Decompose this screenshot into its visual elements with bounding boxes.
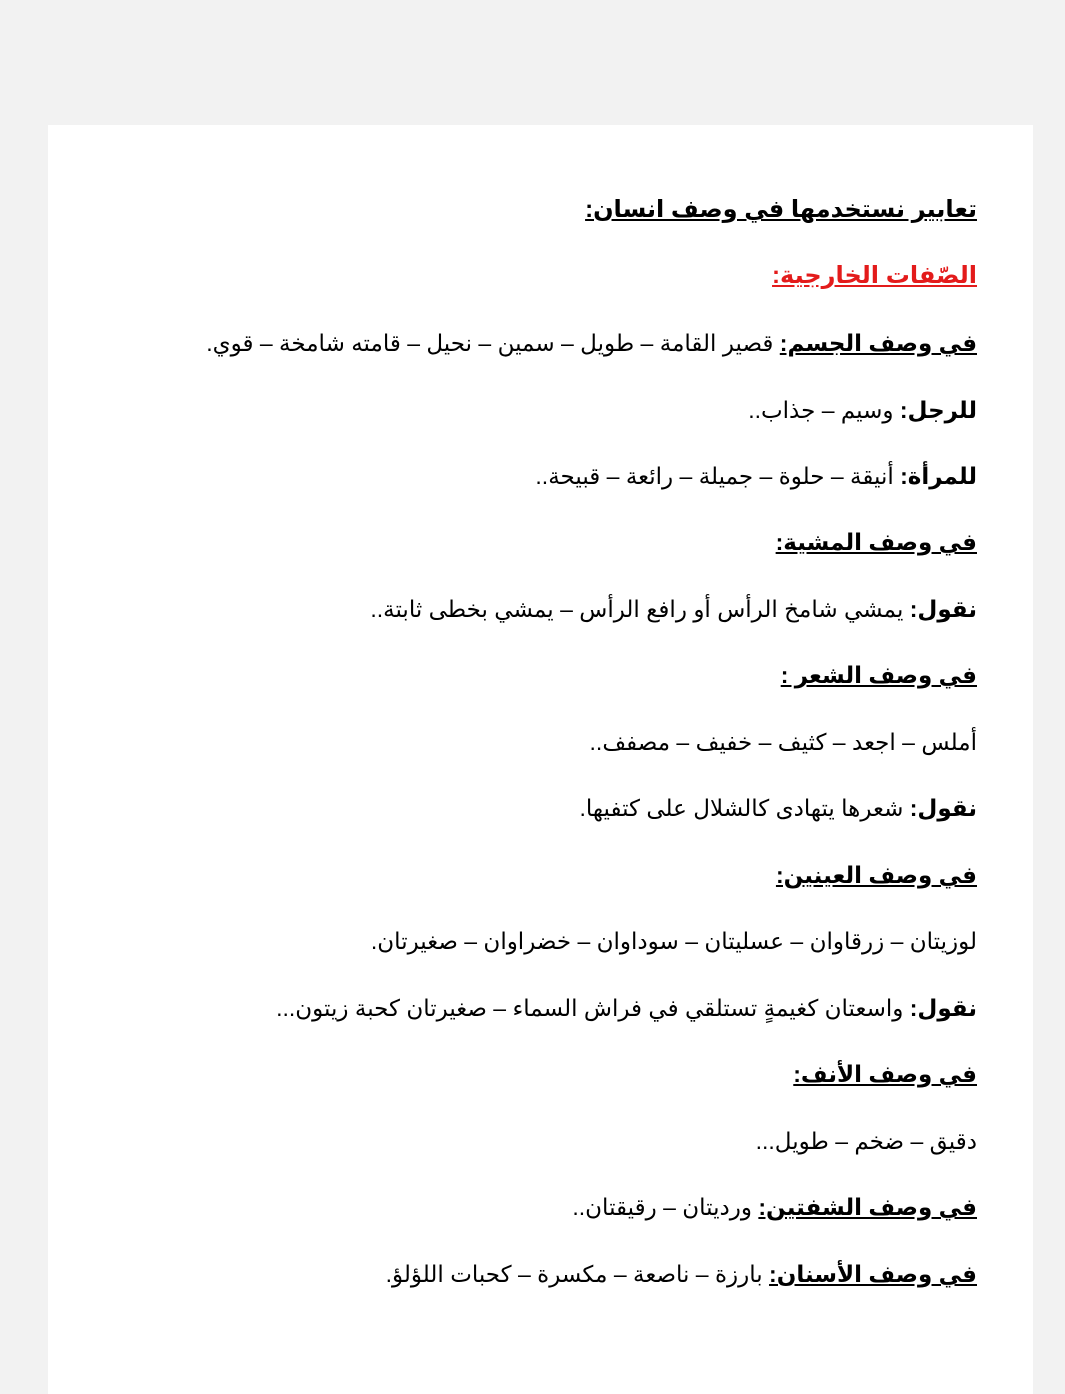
eyes-words: لوزيتان – زرقاوان – عسليتان – سوداوان – خضراوان – صغيرتان.: [370, 928, 977, 954]
man-description-line: [88, 393, 977, 427]
walk-text: يمشي شامخ الرأس أو رافع الرأس – يمشي بخطى ثابتة..: [370, 596, 910, 622]
hair-line: [88, 791, 977, 825]
nose-heading: في وصف الأنف:: [793, 1061, 977, 1087]
lips-text: ورديتان – رقيقتان..: [572, 1194, 759, 1220]
hair-words: أملس – اجعد – كثيف – خفيف – مصفف..: [589, 729, 977, 755]
man-label: للرجل:: [899, 397, 977, 423]
document-page: [48, 125, 1033, 1394]
teeth-heading: في وصف الأسنان:: [769, 1261, 977, 1287]
body-text: قصير القامة – طويل – سمين – نحيل – قامته شامخة – قوي.: [206, 330, 780, 356]
man-text: وسيم – جذاب..: [748, 397, 900, 423]
teeth-text: بارزة – ناصعة – مكسرة – كحبات اللؤلؤ.: [385, 1261, 770, 1287]
walk-label: نقول:: [909, 596, 977, 622]
woman-text: أنيقة – حلوة – جميلة – رائعة – قبيحة..: [535, 463, 901, 489]
nose-words: دقيق – ضخم – طويل...: [755, 1128, 977, 1154]
woman-description-line: [88, 459, 977, 493]
section-title: الصّفات الخارجية:: [772, 262, 977, 289]
eyes-label: نقول:: [909, 995, 977, 1021]
walk-heading: في وصف المشية:: [775, 529, 977, 555]
eyes-line: [88, 991, 977, 1025]
teeth-line: [88, 1257, 977, 1291]
walk-line: [88, 592, 977, 626]
woman-label: للمرأة:: [900, 463, 977, 489]
document-title: تعابير نستخدمها في وصف انسان:: [585, 196, 977, 223]
hair-heading: في وصف الشعر :: [780, 662, 977, 688]
hair-text: شعرها يتهادى كالشلال على كتفيها.: [579, 795, 910, 821]
eyes-heading: في وصف العينين:: [775, 862, 977, 888]
hair-label: نقول:: [909, 795, 977, 821]
eyes-text: واسعتان كغيمةٍ تستلقي في فراش السماء – صغيرتان كحبة زيتون...: [276, 995, 910, 1021]
body-description-line: [88, 326, 977, 360]
lips-heading: في وصف الشفتين:: [758, 1194, 977, 1220]
body-heading: في وصف الجسم:: [779, 330, 977, 356]
lips-line: [88, 1190, 977, 1224]
